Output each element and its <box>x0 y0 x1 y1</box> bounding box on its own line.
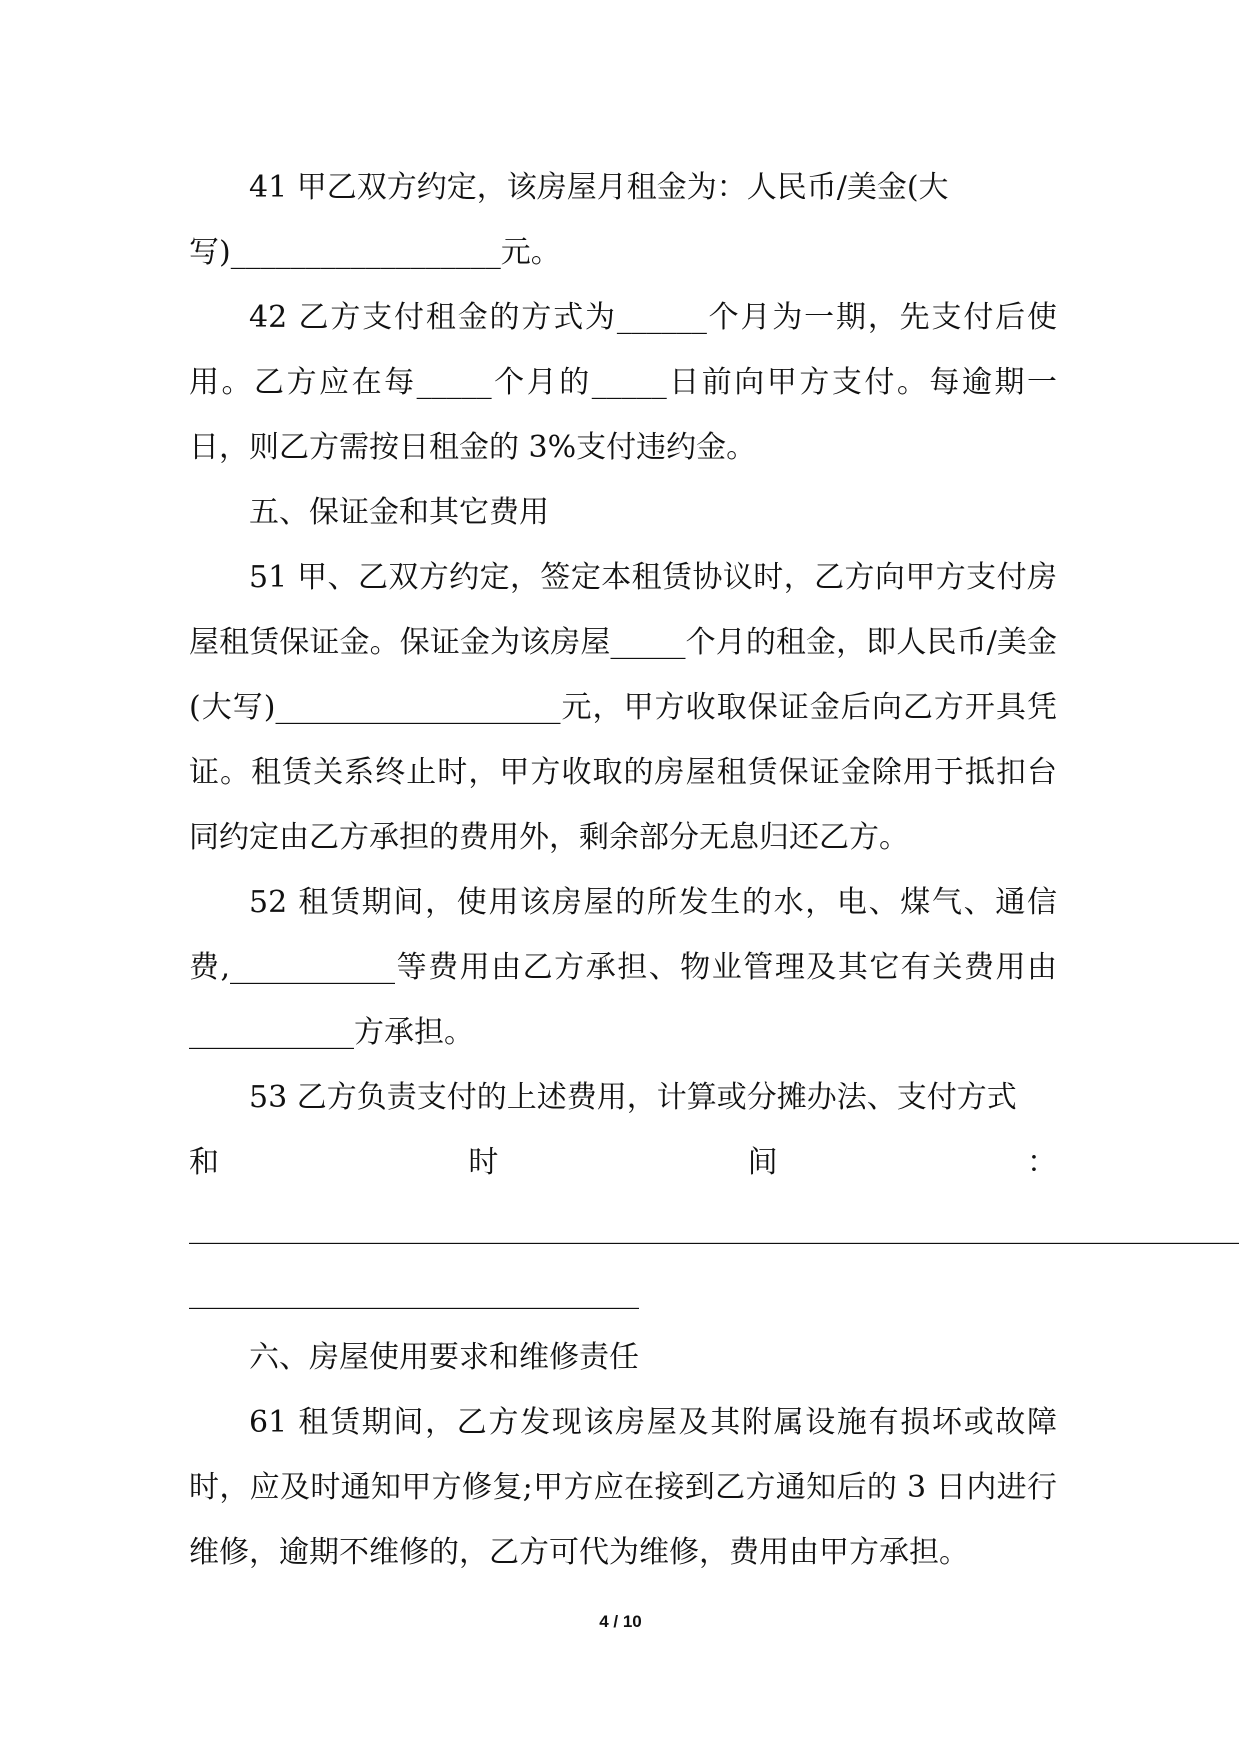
clause-41-line-1: 41 甲乙双方约定，该房屋月租金为：人民币/美金(大 <box>249 170 949 205</box>
clause-53-spread-line <box>189 1130 1057 1195</box>
spread-word: ： <box>1026 1145 1057 1180</box>
clause-52: 52 租赁期间，使用该房屋的所发生的水，电、煤气、通信费,___________等费用由乙方承担、物业管理及其它有关费用由___________方承担。 <box>189 885 1057 1050</box>
section-heading-5: 五、保证金和其它费用 <box>249 495 549 530</box>
section-heading-6: 六、房屋使用要求和维修责任 <box>249 1340 639 1375</box>
clause-53: 53 乙方负责支付的上述费用，计算或分摊办法、支付方式 <box>249 1080 1017 1115</box>
spread-word: 间 <box>747 1145 778 1180</box>
clause-61: 61 租赁期间，乙方发现该房屋及其附属设施有损坏或故障时，应及时通知甲方修复;甲方应在接到乙方通知后的 3 日内进行维修，逾期不维修的，乙方可代为维修，费用由甲方承担。 <box>189 1405 1057 1570</box>
clause-41-line-2: 写)__________________元。 <box>189 235 561 270</box>
clause-42: 42 乙方支付租金的方式为______个月为一期，先支付后使用。乙方应在每_____个月的_____日前向甲方支付。每逾期一日，则乙方需按日租金的 3%支付违约金。 <box>189 300 1057 465</box>
fill-in-blank-line-1: ______________________________________________________________________ <box>189 1210 1239 1245</box>
spread-word: 时 <box>468 1145 499 1180</box>
document-body <box>189 155 1239 1585</box>
clause-51: 51 甲、乙双方约定，签定本租赁协议时，乙方向甲方支付房屋租赁保证金。保证金为该房屋_____个月的租金，即人民币/美金(大写)___________________元，甲方收取保证金后向乙方开具凭证。租赁关系终止时，甲方收取的房屋租赁保证金除用于抵扣台同约定由乙方承担的费用外，剩余部分无息归还乙方。 <box>189 560 1057 855</box>
page-number: 4 / 10 <box>599 1612 642 1631</box>
spread-word: 和 <box>189 1145 219 1180</box>
fill-in-blank-line-2: ______________________________ <box>189 1275 639 1310</box>
